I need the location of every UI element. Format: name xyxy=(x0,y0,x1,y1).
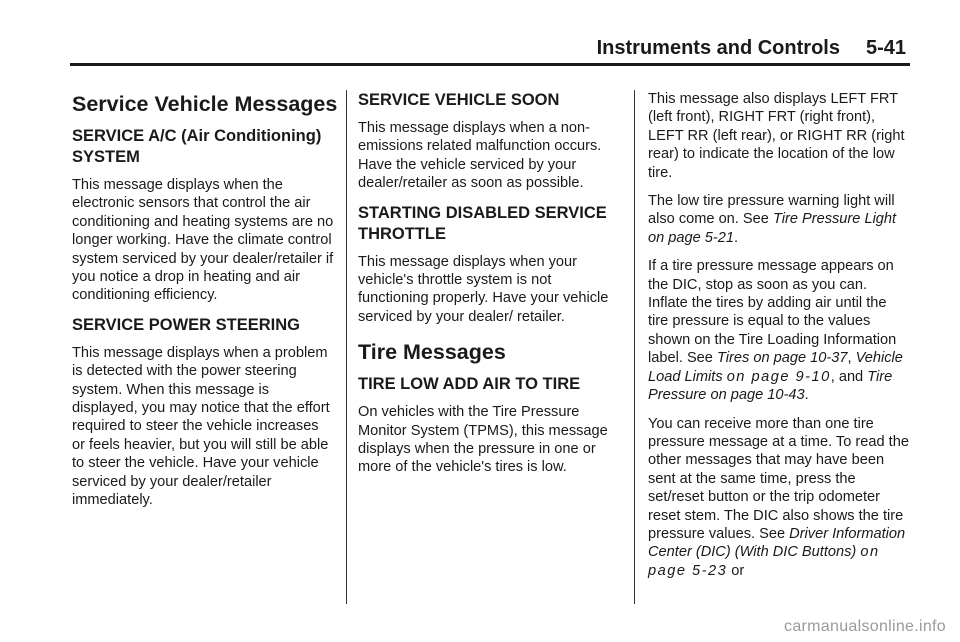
text-run: or xyxy=(727,562,745,579)
subheading-service-power-steering: SERVICE POWER STEERING xyxy=(72,315,300,334)
subheading-starting-disabled: STARTING DISABLED SERVICE THROTTLE xyxy=(358,203,607,243)
paragraph-service-ac: This message displays when the electronic sensors that control the air conditioning and heating systems are no longer working. Have the climate control system serviced by your dealer/retailer if you notice a drop in heating and air conditioning efficiency. xyxy=(72,177,334,304)
text-run: If a tire pressure message appears on the DIC, stop as soon as you can. Inflate the tires by adding air until the tire pressure is equal to the values shown on the Tire Loading Information label. See xyxy=(648,258,897,367)
column-divider-2 xyxy=(634,90,635,604)
header-title: Instruments and Controls xyxy=(596,37,840,59)
paragraph-multiple-messages xyxy=(648,415,910,581)
text-run: on page 5-23 xyxy=(648,544,880,579)
watermark: carmanualsonline.info xyxy=(784,618,946,635)
page-header xyxy=(70,34,906,62)
text-run: You can receive more than one tire pressure message at a time. To read the other messages that may have been sent at the same time, press the set/reset button or the trip odometer reset stem. The DIC also shows the tire pressure values. See xyxy=(648,415,909,542)
page-number: 5-41 xyxy=(865,37,906,59)
section-heading-tire-messages: Tire Messages xyxy=(358,340,506,365)
text-run: Driver Information Center (DIC) (With DIC Buttons) xyxy=(648,525,906,561)
paragraph-tire-low: On vehicles with the Tire Pressure Monitor System (TPMS), this message displays when the pressure in one or more of the vehicle's tires is low. xyxy=(358,404,608,476)
link-tire-pressure[interactable]: Tire Pressure on page 10-43 xyxy=(648,368,893,404)
paragraph-inflate-tires xyxy=(648,257,910,404)
text-run: on page 9-10 xyxy=(726,368,831,385)
section-heading-service-vehicle-messages: Service Vehicle Messages xyxy=(72,92,338,116)
paragraph-warning-light xyxy=(648,192,910,247)
column-1 xyxy=(72,90,338,520)
header-rule xyxy=(70,63,910,66)
subheading-tire-low: TIRE LOW ADD AIR TO TIRE xyxy=(358,375,581,394)
link-tires[interactable]: Tires on page 10-37 xyxy=(716,350,848,367)
paragraph-service-power-steering: This message displays when a problem is detected with the power steering system. When this message is displayed, you may notice that the effort required to steer the vehicle increases or feels heavier, but you will still be able to steer the vehicle. Have your vehicle serviced by your dealer/retailer immediately. xyxy=(72,344,330,509)
text-run: . xyxy=(734,229,739,246)
column-2 xyxy=(358,90,620,487)
column-divider-1 xyxy=(346,90,347,604)
paragraph-tire-location: This message also displays LEFT FRT (left front), RIGHT FRT (right front), LEFT RR (left rear), or RIGHT RR (right rear) to indicate the location of the low tire. xyxy=(648,91,905,181)
text-run: . xyxy=(804,387,809,404)
column-3 xyxy=(648,90,910,590)
text-run: , xyxy=(847,350,856,367)
link-tire-pressure-light[interactable]: Tire Pressure Light on page 5-21 xyxy=(648,211,897,246)
text-run: The low tire pressure warning light will also come on. See xyxy=(648,193,895,228)
subheading-service-vehicle-soon: SERVICE VEHICLE SOON xyxy=(358,91,560,109)
paragraph-service-vehicle-soon: This message displays when a non-emissions related malfunction occurs. Have the vehicle serviced by your dealer/retailer as soon as possible. xyxy=(358,120,602,192)
subheading-service-ac: SERVICE A/C (Air Conditioning) SYSTEM xyxy=(72,127,322,166)
paragraph-starting-disabled: This message displays when your vehicle's throttle system is not functioning properly. Have your vehicle serviced by your dealer/ retailer. xyxy=(358,253,609,325)
text-run: Vehicle Load Limits xyxy=(648,350,903,385)
text-run: , and xyxy=(830,368,868,385)
